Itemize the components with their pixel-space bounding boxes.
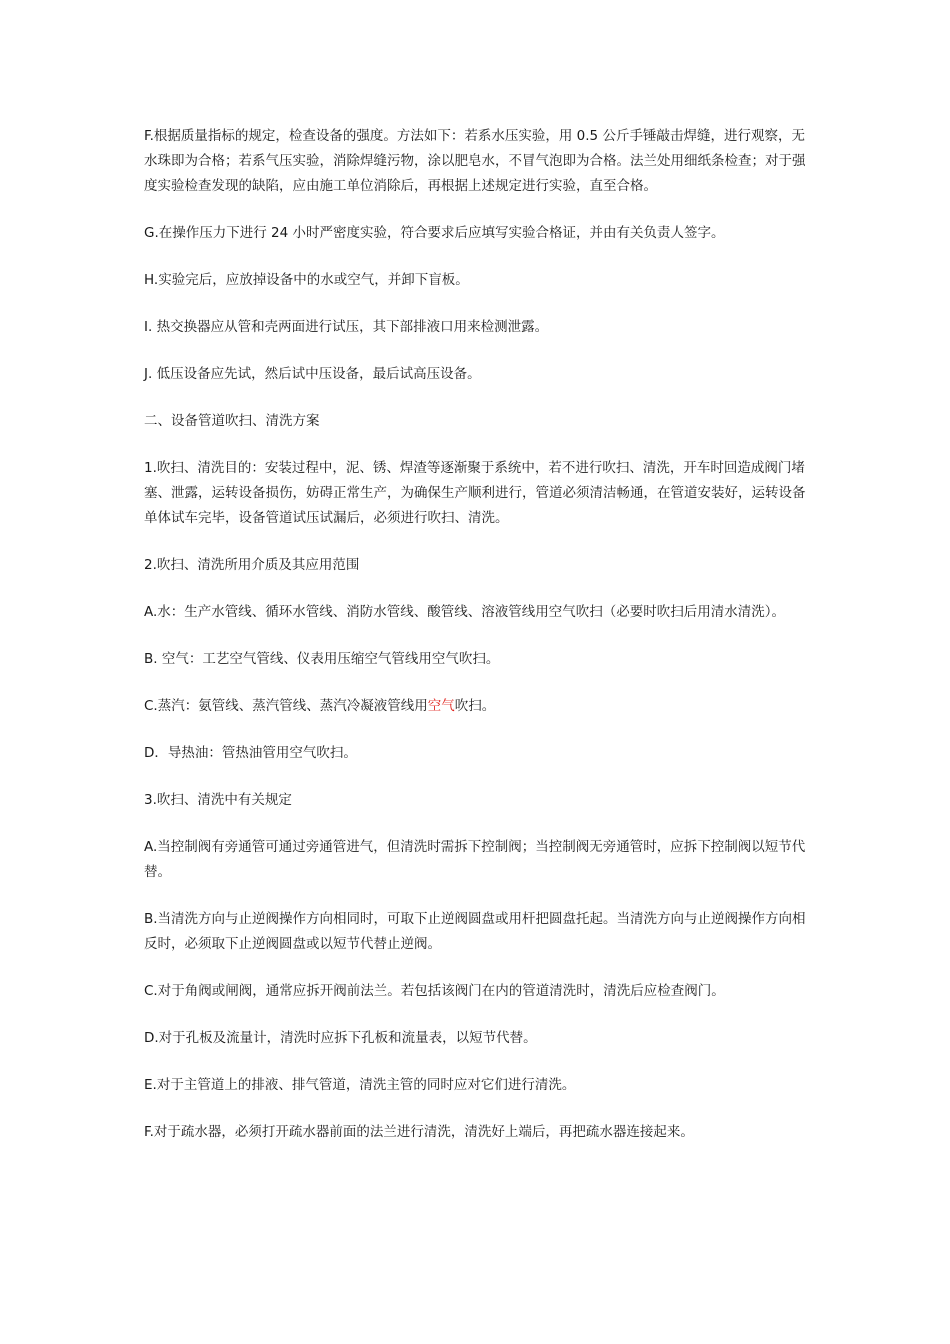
paragraph-rule-branch-lines: E.对于主管道上的排液、排气管道，清洗主管的同时应对它们进行清洗。 [144,1077,576,1093]
section-heading-purge-cleaning: 二、设备管道吹扫、清洗方案 [144,413,320,429]
paragraph-rule-check-valve: B.当清洗方向与止逆阀操作方向相同时，可取下止逆阀圆盘或用杆把圆盘托起。当清洗方向与止逆阀操作方向相反时，必须取下止逆阀圆盘或以短节代替止逆阀。 [144,911,806,952]
paragraph-drain-after-test: H.实验完后，应放掉设备中的水或空气，并卸下盲板。 [144,272,469,288]
paragraph-media-steam [144,694,812,719]
steam-text-before: C.蒸汽：氨管线、蒸汽管线、蒸汽冷凝液管线用 [144,698,428,714]
paragraph-rule-steam-trap: F.对于疏水器，必须打开疏水器前面的法兰进行清洗，清洗好上端后，再把疏水器连接起来。 [144,1124,694,1140]
paragraph-purge-purpose: 1.吹扫、清洗目的：安装过程中，泥、锈、焊渣等逐渐聚于系统中，若不进行吹扫、清洗，开车时回造成阀门堵塞、泄露，运转设备损伤，妨碍正常生产，为确保生产顺利进行，管道必须清洁畅通，在管道安装好，运转设备单体试车完毕，设备管道试压试漏后，必须进行吹扫、清洗。 [144,460,806,526]
paragraph-rule-angle-gate-valve: C.对于角阀或闸阀，通常应拆开阀前法兰。若包括该阀门在内的管道清洗时，清洗后应检查阀门。 [144,983,725,999]
paragraph-rule-control-valve: A.当控制阀有旁通管可通过旁通管进气，但清洗时需拆下控制阀；当控制阀无旁通管时，应拆下控制阀以短节代替。 [144,839,806,880]
paragraph-media-water: A.水：生产水管线、循环水管线、消防水管线、酸管线、溶液管线用空气吹扫（必要时吹扫后用清水清洗）。 [144,604,786,620]
steam-text-after: 吹扫。 [454,698,496,714]
paragraph-heat-exchanger-test: I. 热交换器应从管和壳两面进行试压，其下部排液口用来检测泄露。 [144,319,549,335]
paragraph-pressure-order: J. 低压设备应先试，然后试中压设备，最后试高压设备。 [144,366,481,382]
paragraph-strength-test: F.根据质量指标的规定，检查设备的强度。方法如下：若系水压实验，用 0.5 公斤手锤敲击焊缝，进行观察，无水珠即为合格；若系气压实验，消除焊缝污物，涂以肥皂水，不冒气泡即为合格。法兰处用细纸条检查；对于强度实验检查发现的缺陷，应由施工单位消除后，再根据上述规定进行实验，直至合格。 [144,128,806,194]
paragraph-rule-orifice-flowmeter: D.对于孔板及流量计，清洗时应拆下孔板和流量表，以短节代替。 [144,1030,537,1046]
document-body [144,124,812,1167]
paragraph-media-air: B. 空气：工艺空气管线、仪表用压缩空气管线用空气吹扫。 [144,651,500,667]
subheading-purge-rules: 3.吹扫、清洗中有关规定 [144,792,292,808]
paragraph-tightness-test: G.在操作压力下进行 24 小时严密度实验，符合要求后应填写实验合格证，并由有关负责人签字。 [144,225,725,241]
steam-text-highlight: 空气 [427,698,455,714]
paragraph-media-thermal-oil: D．导热油：管热油管用空气吹扫。 [144,745,357,761]
subheading-media-scope: 2.吹扫、清洗所用介质及其应用范围 [144,557,360,573]
